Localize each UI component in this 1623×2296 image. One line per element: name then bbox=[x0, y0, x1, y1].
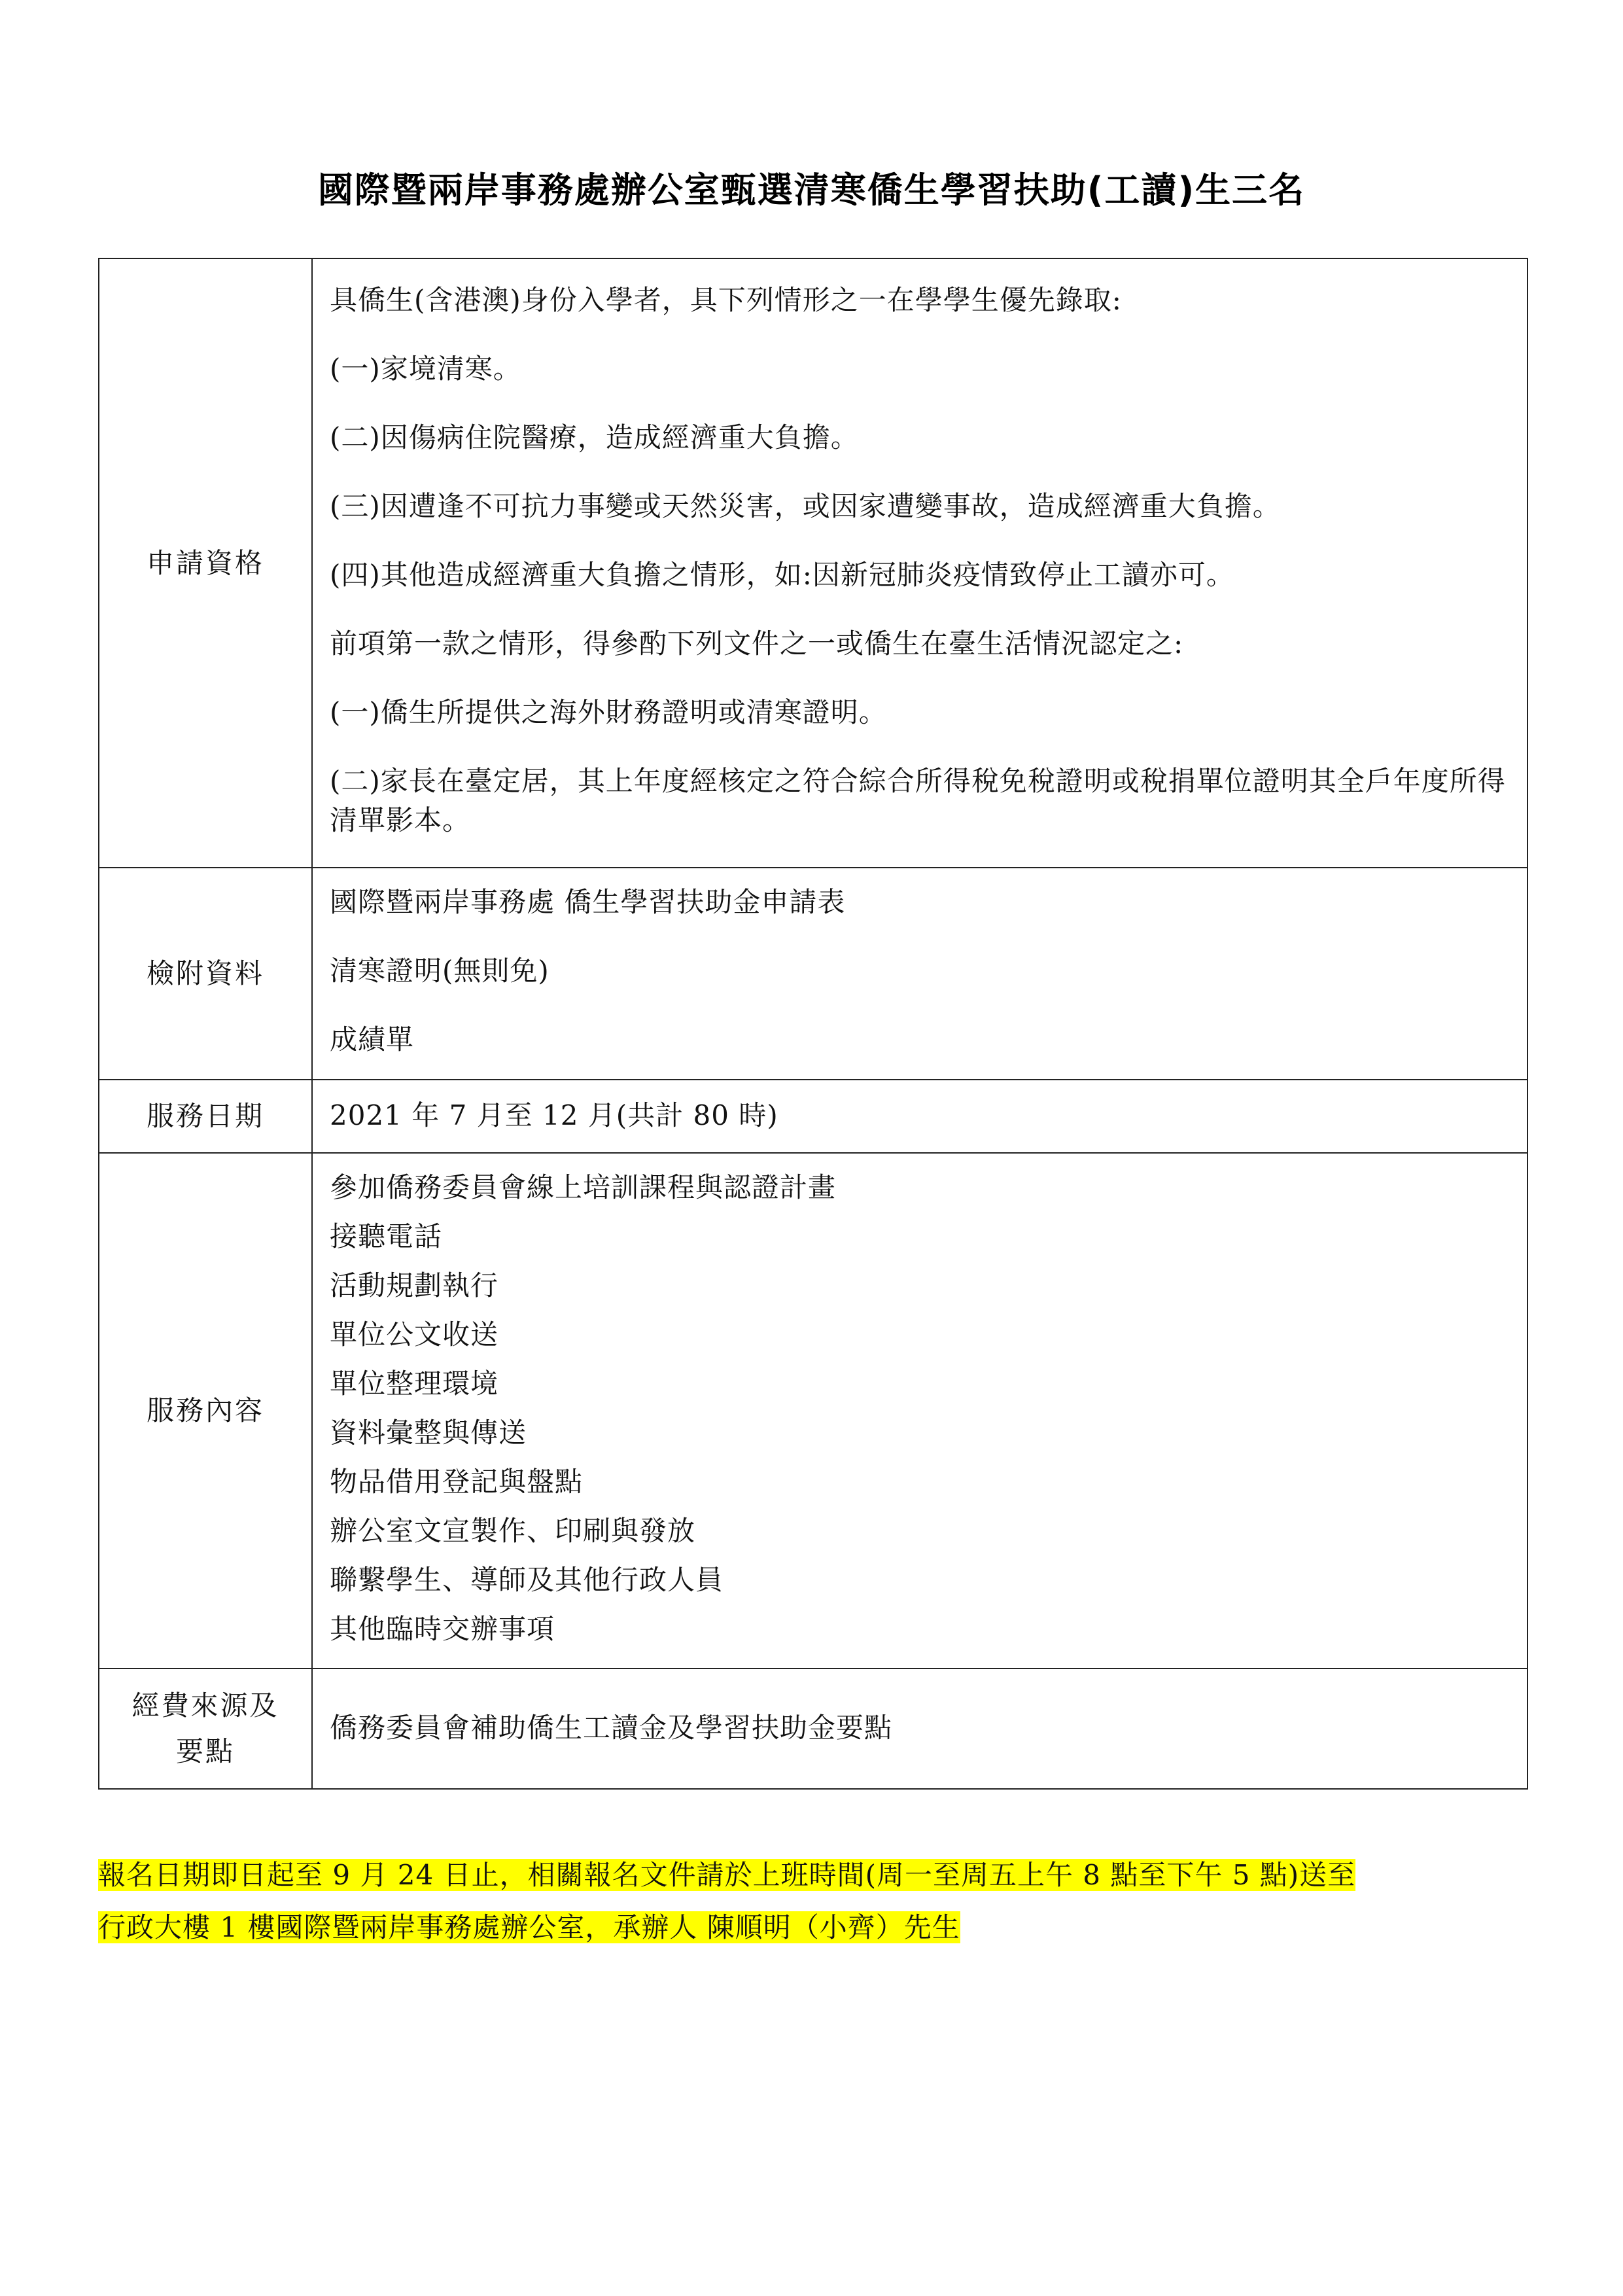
list-item: (四)其他造成經濟重大負擔之情形，如:因新冠肺炎疫情致停止工讀亦可。 bbox=[330, 559, 1234, 591]
table-row-attachments bbox=[99, 868, 1527, 1080]
list-item: (三)因遭逢不可抗力事變或天然災害，或因家遭變事故，造成經濟重大負擔。 bbox=[330, 490, 1281, 522]
funding-label bbox=[99, 1669, 312, 1789]
funding-label-line1: 經費來源及 bbox=[131, 1689, 279, 1722]
list-item: 前項第一款之情形，得參酌下列文件之一或僑生在臺生活情況認定之: bbox=[330, 627, 1184, 660]
attachments-content bbox=[312, 868, 1527, 1080]
service-content-label: 服務內容 bbox=[99, 1153, 312, 1669]
funding-label-line2: 要點 bbox=[175, 1735, 235, 1767]
list-item: 辦公室文宣製作、印刷與發放 bbox=[330, 1515, 696, 1547]
table-row-service-content bbox=[99, 1153, 1527, 1669]
list-item: 資料彙整與傳送 bbox=[330, 1417, 527, 1449]
list-item: 清寒證明(無則免) bbox=[330, 955, 550, 987]
list-item: (一)僑生所提供之海外財務證明或清寒證明。 bbox=[330, 696, 887, 728]
service-period-label: 服務日期 bbox=[99, 1080, 312, 1153]
list-item: 單位公文收送 bbox=[330, 1318, 499, 1351]
notice-line1: 報名日期即日起至 9 月 24 日止，相關報名文件請於上班時間(周一至周五上午 8 點至下午 5 點)送至 bbox=[98, 1859, 1356, 1891]
list-item: 成績單 bbox=[330, 1023, 415, 1055]
eligibility-label: 申請資格 bbox=[99, 258, 312, 868]
service-content-list bbox=[312, 1153, 1527, 1669]
table-row-funding bbox=[99, 1669, 1527, 1789]
list-item: 物品借用登記與盤點 bbox=[330, 1466, 584, 1498]
list-item: 活動規劃執行 bbox=[330, 1269, 499, 1301]
list-item: 接聽電話 bbox=[330, 1220, 443, 1252]
notice-line2: 行政大樓 1 樓國際暨兩岸事務處辦公室，承辦人 陳順明（小齊）先生 bbox=[98, 1911, 960, 1943]
list-item: 其他臨時交辦事項 bbox=[330, 1613, 555, 1645]
list-item: 聯繫學生、導師及其他行政人員 bbox=[330, 1564, 724, 1596]
page-title: 國際暨兩岸事務處辦公室甄選清寒僑生學習扶助(工讀)生三名 bbox=[317, 169, 1306, 211]
list-item: 參加僑務委員會線上培訓課程與認證計畫 bbox=[330, 1171, 837, 1203]
table-row-eligibility bbox=[99, 258, 1527, 868]
list-item: 具僑生(含港澳)身份入學者，具下列情形之一在學學生優先錄取: bbox=[330, 284, 1122, 316]
eligibility-content bbox=[312, 258, 1527, 868]
list-item: (一)家境清寒。 bbox=[330, 353, 521, 385]
list-item: 國際暨兩岸事務處 僑生學習扶助金申請表 bbox=[330, 886, 846, 918]
service-period-value: 2021 年 7 月至 12 月(共計 80 時) bbox=[312, 1080, 1527, 1153]
list-item: (二)因傷病住院醫療，造成經濟重大負擔。 bbox=[330, 421, 859, 453]
list-item: (二)家長在臺定居，其上年度經核定之符合綜合所得稅免稅證明或稅捐單位證明其全戶年度所得清單影本。 bbox=[330, 765, 1506, 836]
list-item: 單位整理環境 bbox=[330, 1368, 499, 1400]
registration-notice bbox=[98, 1849, 1528, 1954]
table-row-service-period bbox=[99, 1080, 1527, 1153]
recruitment-table bbox=[98, 258, 1528, 1790]
funding-value: 僑務委員會補助僑生工讀金及學習扶助金要點 bbox=[312, 1669, 1527, 1789]
attachments-label: 檢附資料 bbox=[99, 868, 312, 1080]
